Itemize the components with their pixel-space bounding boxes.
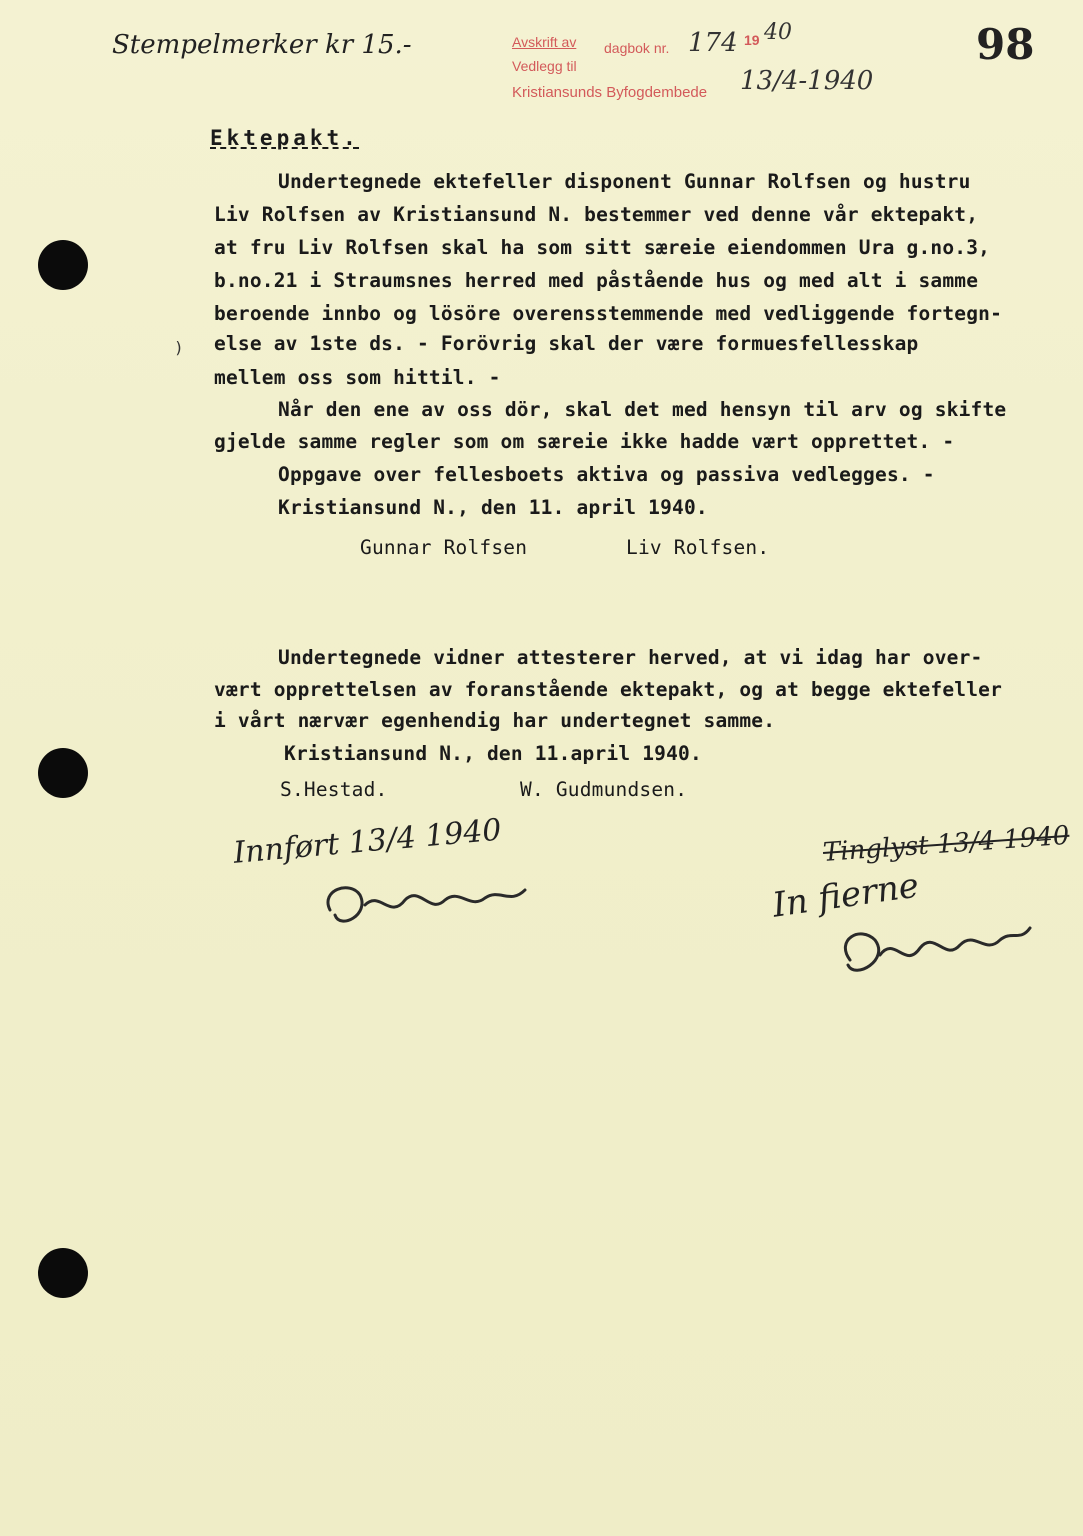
registration-note-right: In fierne (770, 865, 922, 926)
handwritten-signature-left (310, 860, 550, 940)
witness-line: vært opprettelsen av foranstående ektepakt, og at begge ektefeller (214, 678, 1003, 701)
stamp-date: 13/4-1940 (740, 66, 874, 96)
body-line: Når den ene av oss dör, skal det med hensyn til arv og skifte (278, 398, 1007, 421)
body-line: Liv Rolfsen av Kristiansund N. bestemmer ved denne vår ektepakt, (214, 203, 979, 226)
witness-line: Kristiansund N., den 11.april 1940. (284, 742, 702, 765)
registration-note-left: Innført 13/4 1940 (232, 812, 503, 871)
margin-mark: ) (174, 338, 184, 357)
body-line: beroende innbo og lösöre overensstemmende med vedliggende fortegn- (214, 302, 1003, 325)
witness-hestad: S.Hestad. (280, 778, 388, 801)
signature-liv: Liv Rolfsen. (626, 536, 770, 559)
tinglyst-note-struck: Tinglyst 13/4 1940 (822, 820, 1071, 868)
witness-gudmundsen: W. Gudmundsen. (520, 778, 688, 801)
stamp-year-suffix: 40 (764, 20, 792, 45)
body-line: mellem oss som hittil. - (214, 366, 501, 389)
stamp-line2: Vedlegg til (512, 58, 577, 74)
punch-hole-top (38, 240, 88, 290)
signature-gunnar: Gunnar Rolfsen (360, 536, 528, 559)
witness-line: Undertegnede vidner attesterer herved, at vi idag har over- (278, 646, 983, 669)
stamp-line1-prefix: Avskrift av (512, 34, 577, 50)
page-number: 98 (976, 20, 1035, 69)
body-line: Undertegnede ektefeller disponent Gunnar Rolfsen og hustru (278, 170, 971, 193)
stamp-year-prefix: 19 (744, 32, 760, 48)
punch-hole-bottom (38, 1248, 88, 1298)
punch-hole-middle (38, 748, 88, 798)
body-line: at fru Liv Rolfsen skal ha som sitt særeie eiendommen Ura g.no.3, (214, 236, 991, 259)
body-line: else av 1ste ds. - Forövrig skal der være formuesfellesskap (214, 332, 919, 355)
stamp-line1-mid: dagbok nr. (604, 40, 670, 56)
stamp-line3: Kristiansunds Byfogdembede (512, 84, 708, 101)
body-line: gjelde samme regler som om særeie ikke hadde vært opprettet. - (214, 430, 955, 453)
stamp-dagbok-number: 174 (688, 28, 738, 58)
body-line: b.no.21 i Straumsnes herred med påstående hus og med alt i samme (214, 269, 979, 292)
handwritten-signature-right (820, 900, 1040, 990)
stamp-duty-note: Stempelmerker kr 15.- (112, 30, 412, 60)
witness-line: i vårt nærvær egenhendig har undertegnet samme. (214, 709, 776, 732)
document-title: Ektepakt. (210, 126, 360, 150)
body-line: Kristiansund N., den 11. april 1940. (278, 496, 708, 519)
body-line: Oppgave over fellesboets aktiva og passiva vedlegges. - (278, 463, 935, 486)
